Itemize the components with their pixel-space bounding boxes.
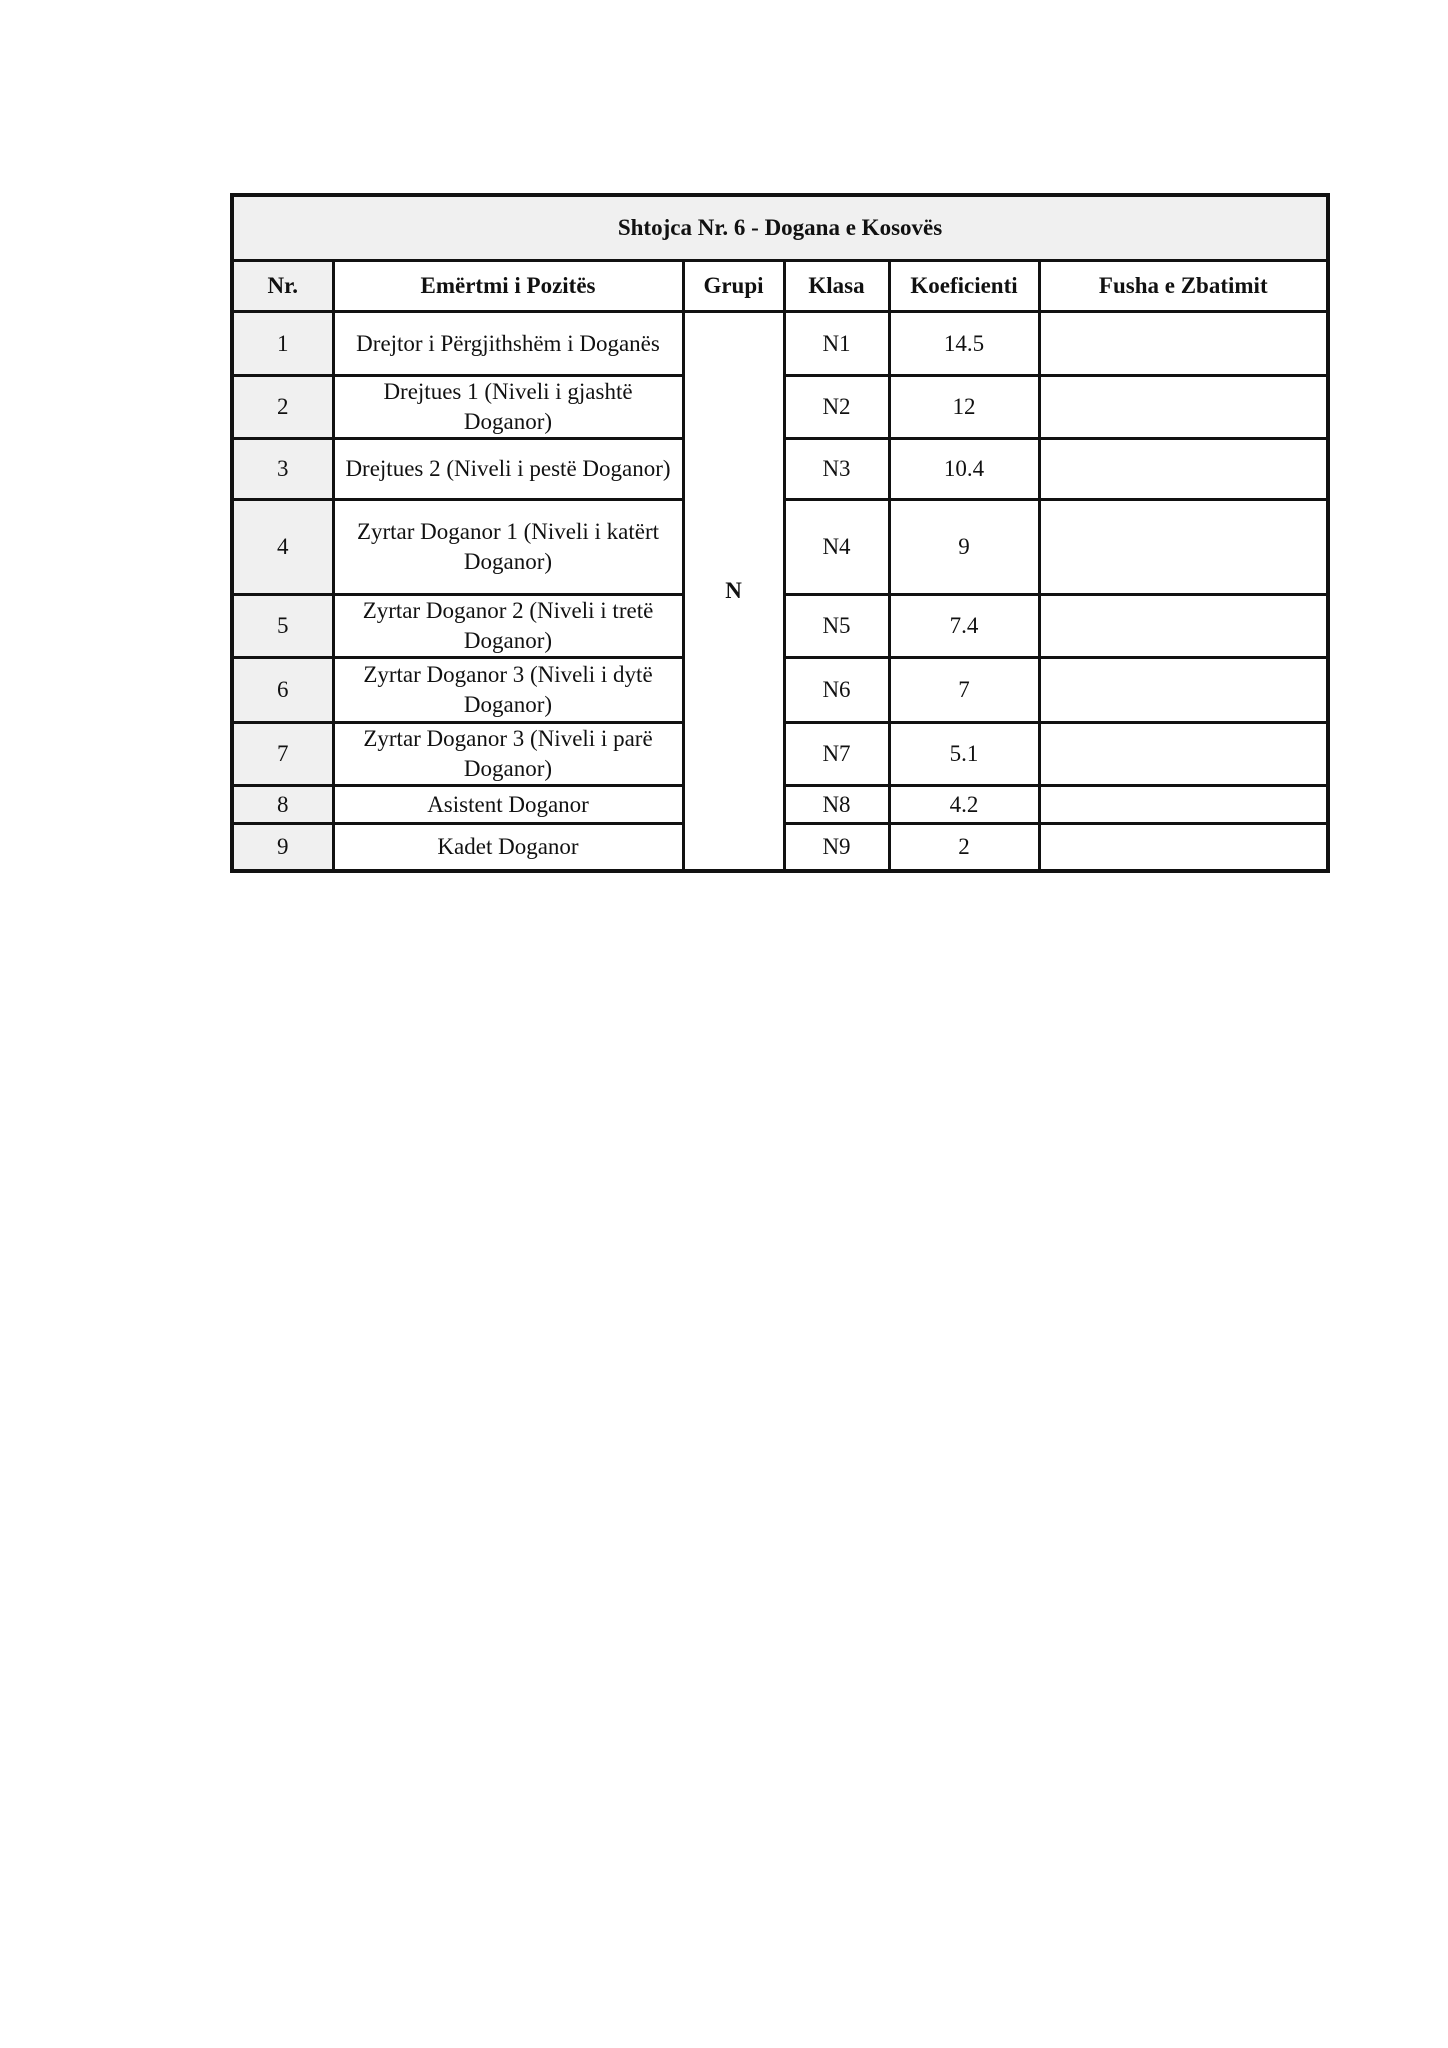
- row-class: N6: [784, 658, 889, 723]
- row-nr: 7: [232, 723, 333, 786]
- row-position: Zyrtar Doganor 3 (Niveli i parë Doganor): [333, 723, 683, 786]
- row-position: Asistent Doganor: [333, 786, 683, 824]
- row-position: Kadet Doganor: [333, 824, 683, 871]
- row-class: N2: [784, 376, 889, 439]
- table-header-row: [232, 261, 1328, 312]
- row-class: N8: [784, 786, 889, 824]
- row-coefficient: 12: [889, 376, 1039, 439]
- row-scope: [1039, 439, 1328, 500]
- row-class: N3: [784, 439, 889, 500]
- row-nr: 5: [232, 595, 333, 658]
- row-class: N9: [784, 824, 889, 871]
- header-coefficient: Koeficienti: [889, 261, 1039, 312]
- row-class: N7: [784, 723, 889, 786]
- row-scope: [1039, 658, 1328, 723]
- row-coefficient: 9: [889, 500, 1039, 595]
- row-class: N4: [784, 500, 889, 595]
- row-scope: [1039, 595, 1328, 658]
- row-coefficient: 5.1: [889, 723, 1039, 786]
- row-scope: [1039, 723, 1328, 786]
- row-position: Drejtues 1 (Niveli i gjashtë Doganor): [333, 376, 683, 439]
- header-position: Emërtmi i Pozitës: [333, 261, 683, 312]
- table-title-row: [232, 195, 1328, 261]
- row-nr: 3: [232, 439, 333, 500]
- row-class: N1: [784, 312, 889, 376]
- table-body: [232, 312, 1328, 871]
- positions-table: [230, 193, 1330, 873]
- header-nr: Nr.: [232, 261, 333, 312]
- row-nr: 2: [232, 376, 333, 439]
- row-nr: 9: [232, 824, 333, 871]
- row-position: Drejtor i Përgjithshëm i Doganës: [333, 312, 683, 376]
- row-coefficient: 14.5: [889, 312, 1039, 376]
- row-position: Zyrtar Doganor 1 (Niveli i katërt Doganor): [333, 500, 683, 595]
- row-scope: [1039, 786, 1328, 824]
- row-position: Drejtues 2 (Niveli i pestë Doganor): [333, 439, 683, 500]
- row-nr: 8: [232, 786, 333, 824]
- row-class: N5: [784, 595, 889, 658]
- row-coefficient: 7.4: [889, 595, 1039, 658]
- header-group: Grupi: [683, 261, 784, 312]
- row-coefficient: 10.4: [889, 439, 1039, 500]
- row-nr: 4: [232, 500, 333, 595]
- row-coefficient: 4.2: [889, 786, 1039, 824]
- header-scope: Fusha e Zbatimit: [1039, 261, 1328, 312]
- row-scope: [1039, 376, 1328, 439]
- row-position: Zyrtar Doganor 2 (Niveli i tretë Doganor): [333, 595, 683, 658]
- row-position: Zyrtar Doganor 3 (Niveli i dytë Doganor): [333, 658, 683, 723]
- row-scope: [1039, 824, 1328, 871]
- table-row: [232, 312, 1328, 376]
- table-title: Shtojca Nr. 6 - Dogana e Kosovës: [232, 195, 1328, 261]
- header-class: Klasa: [784, 261, 889, 312]
- row-nr: 6: [232, 658, 333, 723]
- row-coefficient: 2: [889, 824, 1039, 871]
- row-coefficient: 7: [889, 658, 1039, 723]
- row-scope: [1039, 312, 1328, 376]
- row-nr: 1: [232, 312, 333, 376]
- group-cell: N: [683, 312, 784, 871]
- row-scope: [1039, 500, 1328, 595]
